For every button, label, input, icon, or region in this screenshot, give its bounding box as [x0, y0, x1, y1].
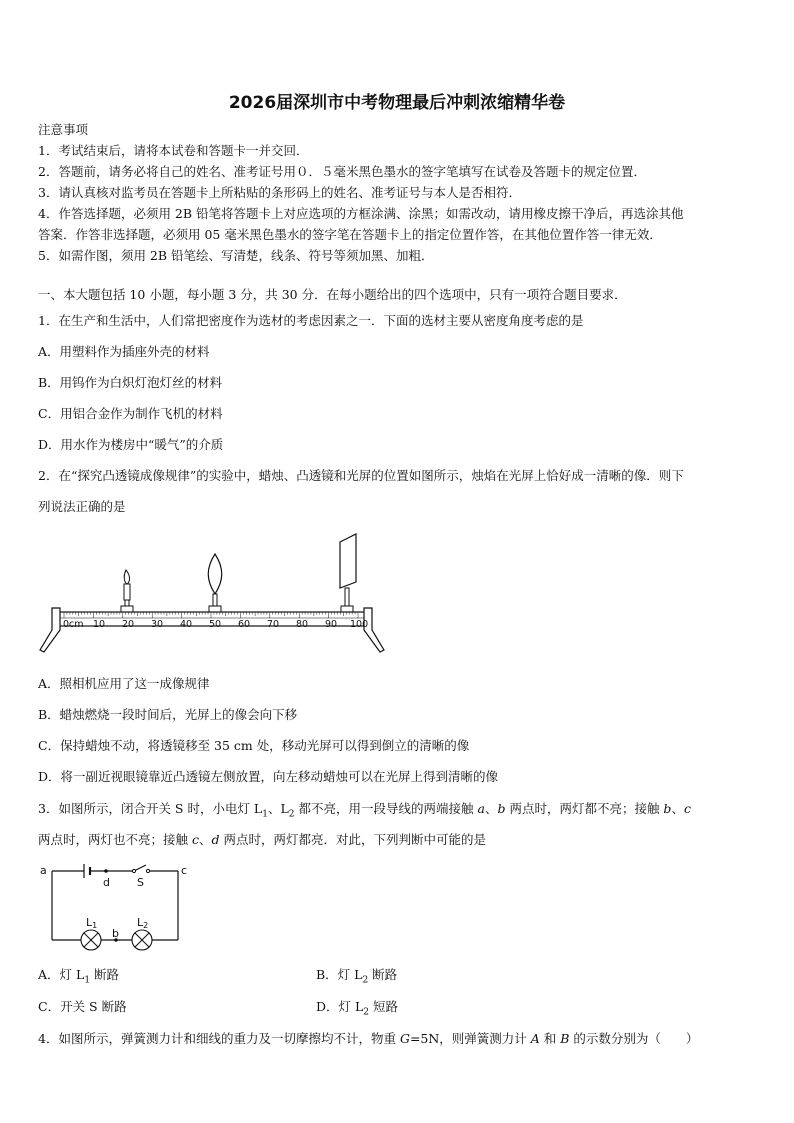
tick-label: 10 [93, 619, 106, 630]
section-heading: 一、本大题包括 10 小题，每小题 3 分，共 30 分．在每小题给出的四个选项中，只有一项符合题目要求． [38, 287, 627, 302]
tick-label: 80 [296, 619, 309, 630]
q3-stem-line2: 两点时，两灯也不亮；接触 c、d 两点时，两灯都亮．对此，下列判断中可能的是 [38, 832, 487, 847]
q3-option-d: D．灯 $L_2$ 短路 [316, 999, 399, 1018]
notice-item: 4．作答选择题，必须用 2B 铅笔将答题卡上对应选项的方框涂满、涂黑；如需改动，请用橡皮擦干净后，再选涂其他 [38, 206, 684, 221]
q2-stem-line2: 列说法正确的是 [38, 499, 126, 514]
switch-s-label: S [137, 876, 144, 889]
tick-label: 90 [325, 619, 338, 630]
notice-item: 1．考试结束后，请将本试卷和答题卡一并交回． [38, 143, 309, 158]
q2-option-a: A．照相机应用了这一成像规律 [38, 676, 210, 691]
tick-label: 60 [238, 619, 251, 630]
q2-option-c: C．保持蜡烛不动，将透镜移至 35 cm 处，移动光屏可以得到倒立的清晰的像 [38, 738, 470, 753]
lamp-l1-label: L1 [86, 916, 98, 930]
optical-bench-figure [38, 530, 398, 660]
q3-option-a: A．灯 $L_1$ 断路 [38, 967, 120, 986]
q3-stem-line1: 3．如图所示，闭合开关 S 时，小电灯 $L_1$、$L_2$ 都不亮，用一段导线的两端接触 a、b 两点时，两灯都不亮；接触 b、c [38, 801, 691, 820]
candle-icon [124, 570, 130, 608]
q1-stem: 1．在生产和生活中，人们常把密度作为选材的考虑因素之一．下面的选材主要从密度角度考虑的是 [38, 313, 584, 328]
point-b-label: b [112, 927, 119, 940]
switch-icon [132, 869, 149, 872]
tick-label: 50 [209, 619, 222, 630]
light-screen-icon [340, 534, 356, 608]
point-c-label: c [181, 864, 188, 877]
notice-heading: 注意事项 [38, 122, 89, 137]
page-title: 2026届深圳市中考物理最后冲刺浓缩精华卷 [228, 93, 566, 113]
bench-rail [40, 608, 384, 652]
notice-item: 5．如需作图，须用 2B 铅笔绘、写清楚，线条、符号等须加黑、加粗． [38, 248, 434, 263]
tick-label: 30 [151, 619, 164, 630]
tick-label: 100 [350, 619, 369, 630]
q3-option-c: C．开关 S 断路 [38, 999, 127, 1014]
notice-item: 3．请认真核对监考员在答题卡上所粘贴的条形码上的姓名、准考证号与本人是否相符． [38, 185, 521, 200]
lamp-l1-icon [81, 930, 101, 950]
q1-option-d: D．用水作为楼房中“暖气”的介质 [38, 437, 224, 452]
convex-lens-icon [208, 554, 222, 608]
q4-stem: 4．如图所示，弹簧测力计和细线的重力及一切摩擦均不计，物重 G=5N，则弹簧测力计 A 和 B 的示数分别为（ ） [38, 1031, 699, 1046]
q1-option-a: A．用塑料作为插座外壳的材料 [38, 344, 210, 359]
tick-label: 40 [180, 619, 193, 630]
lamp-l2-label: L2 [137, 916, 149, 930]
battery-icon [84, 864, 90, 878]
q1-option-b: B．用钨作为白炽灯泡灯丝的材料 [38, 375, 223, 390]
point-d-label: d [103, 876, 110, 889]
notice-item: 2．答题前，请务必将自己的姓名、准考证号用０．５毫米黑色墨水的签字笔填写在试卷及答题卡的规定位置． [38, 164, 646, 179]
q3-option-b: B．灯 $L_2$ 断路 [316, 967, 398, 986]
tick-label: 20 [122, 619, 135, 630]
q2-option-b: B．蜡烛燃烧一段时间后，光屏上的像会向下移 [38, 707, 298, 722]
lamp-l2-icon [132, 930, 152, 950]
tick-label: 70 [267, 619, 280, 630]
tick-label: 0cm [63, 619, 84, 630]
circuit-diagram [38, 860, 198, 952]
q1-option-c: C．用铝合金作为制作飞机的材料 [38, 406, 223, 421]
q2-option-d: D．将一副近视眼镜靠近凸透镜左侧放置，向左移动蜡烛可以在光屏上得到清晰的像 [38, 769, 499, 784]
point-a-label: a [40, 864, 47, 877]
notice-item: 答案．作答非选择题，必须用 05 毫米黑色墨水的签字笔在答题卡上的指定位置作答，在其他位置作答一律无效． [38, 227, 662, 242]
q2-stem-line1: 2．在“探究凸透镜成像规律”的实验中，蜡烛、凸透镜和光屏的位置如图所示，烛焰在光屏上恰好成一清晰的像．则下 [38, 468, 684, 483]
holder-clamps [121, 606, 353, 612]
